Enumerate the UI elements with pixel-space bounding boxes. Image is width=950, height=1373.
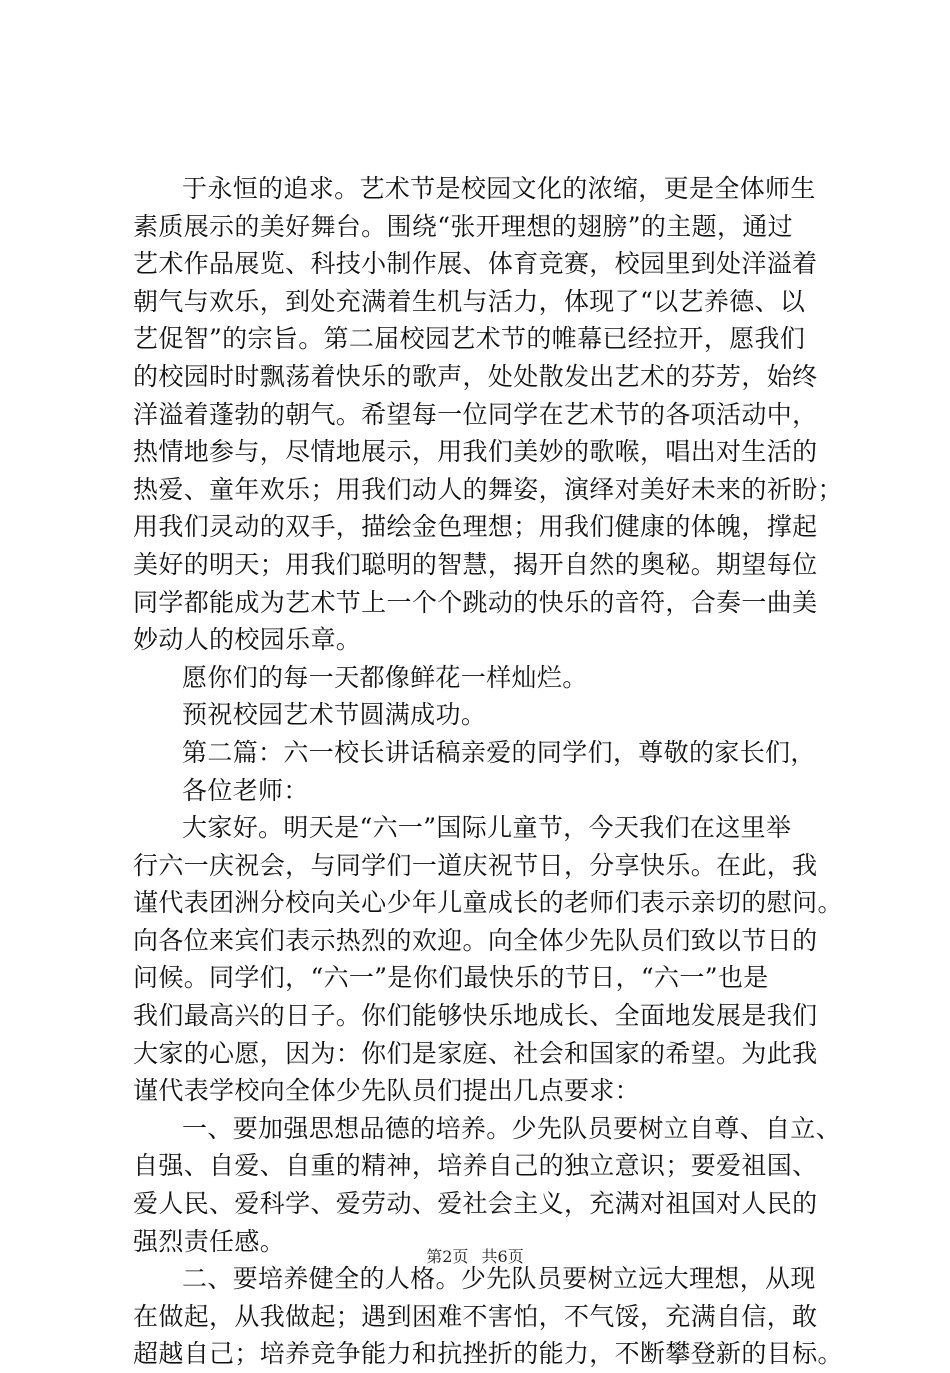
paragraph-line: 的校园时时飘荡着快乐的歌声，处处散发出艺术的芬芳，始终: [133, 361, 818, 391]
paragraph-line: 自强、自爱、自重的精神，培养自己的独立意识；要爱祖国、: [133, 1151, 818, 1181]
paragraph-line: 向各位来宾们表示热烈的欢迎。向全体少先队员们致以节日的: [133, 925, 818, 955]
section-heading: 第二篇：六一校长讲话稿亲爱的同学们，尊敬的家长们，: [182, 737, 816, 767]
page-number: 第2页: [426, 1247, 469, 1266]
paragraph-line: 问候。同学们，“六一”是你们最快乐的节日，“六一”也是: [133, 963, 769, 993]
paragraph-line: 于永恒的追求。艺术节是校园文化的浓缩，更是全体师生: [182, 174, 816, 203]
paragraph-line: 在做起，从我做起；遇到困难不害怕，不气馁，充满自信，敢: [133, 1301, 818, 1331]
document-body: [133, 170, 845, 1373]
paragraph-line: 谨代表学校向全体少先队员们提出几点要求：: [133, 1076, 641, 1106]
paragraph-line: 超越自己；培养竞争能力和抗挫折的能力，不断攀登新的目标。: [133, 1339, 843, 1369]
paragraph-line: 谨代表团洲分校向关心少年儿童成长的老师们表示亲切的慰问。: [133, 888, 843, 918]
paragraph-line: 热情地参与，尽情地展示，用我们美妙的歌喉，唱出对生活的: [133, 437, 818, 467]
paragraph-line: 妙动人的校园乐章。: [133, 625, 362, 655]
paragraph-line: 同学都能成为艺术节上一个个跳动的快乐的音符，合奏一曲美: [133, 587, 818, 617]
paragraph-line: 强烈责任感。: [133, 1226, 286, 1256]
paragraph-line: 用我们灵动的双手，描绘金色理想；用我们健康的体魄，撑起: [133, 512, 818, 542]
paragraph-line: 热爱、童年欢乐；用我们动人的舞姿，演绎对美好未来的祈盼；: [133, 474, 843, 504]
paragraph-line: 大家好。明天是“六一”国际儿童节，今天我们在这里举: [182, 813, 792, 843]
paragraph-line: 一、要加强思想品德的培养。少先队员要树立自尊、自立、: [182, 1113, 842, 1143]
paragraph-line: 大家的心愿，因为：你们是家庭、社会和国家的希望。为此我: [133, 1038, 818, 1068]
paragraph-line: 愿你们的每一天都像鲜花一样灿烂。: [182, 662, 588, 692]
paragraph-line: 行六一庆祝会，与同学们一道庆祝节日，分享快乐。在此，我: [133, 850, 818, 880]
paragraph-line: 朝气与欢乐，到处充满着生机与活力，体现了“以艺养德、以: [133, 286, 806, 316]
paragraph-line: 艺术作品展览、科技小制作展、体育竞赛，校园里到处洋溢着: [133, 249, 818, 279]
paragraph-line: 二、要培养健全的人格。少先队员要树立远大理想，从现: [182, 1264, 816, 1294]
page-footer: [0, 1244, 950, 1267]
paragraph-line: 艺促智”的宗旨。第二届校园艺术节的帷幕已经拉开，愿我们: [133, 324, 806, 354]
salutation: 各位老师：: [182, 775, 309, 805]
paragraph-line: 预祝校园艺术节圆满成功。: [182, 700, 487, 730]
paragraph-line: 素质展示的美好舞台。围绕“张开理想的翅膀”的主题，通过: [133, 211, 794, 241]
paragraph-line: 我们最高兴的日子。你们能够快乐地成长、全面地发展是我们: [133, 1001, 818, 1031]
page-total: 共6页: [481, 1247, 524, 1266]
paragraph-line: 美好的明天；用我们聪明的智慧，揭开自然的奥秘。期望每位: [133, 549, 818, 579]
paragraph-line: 爱人民、爱科学、爱劳动、爱社会主义，充满对祖国对人民的: [133, 1189, 818, 1219]
paragraph-line: 洋溢着蓬勃的朝气。希望每一位同学在艺术节的各项活动中，: [133, 399, 818, 429]
